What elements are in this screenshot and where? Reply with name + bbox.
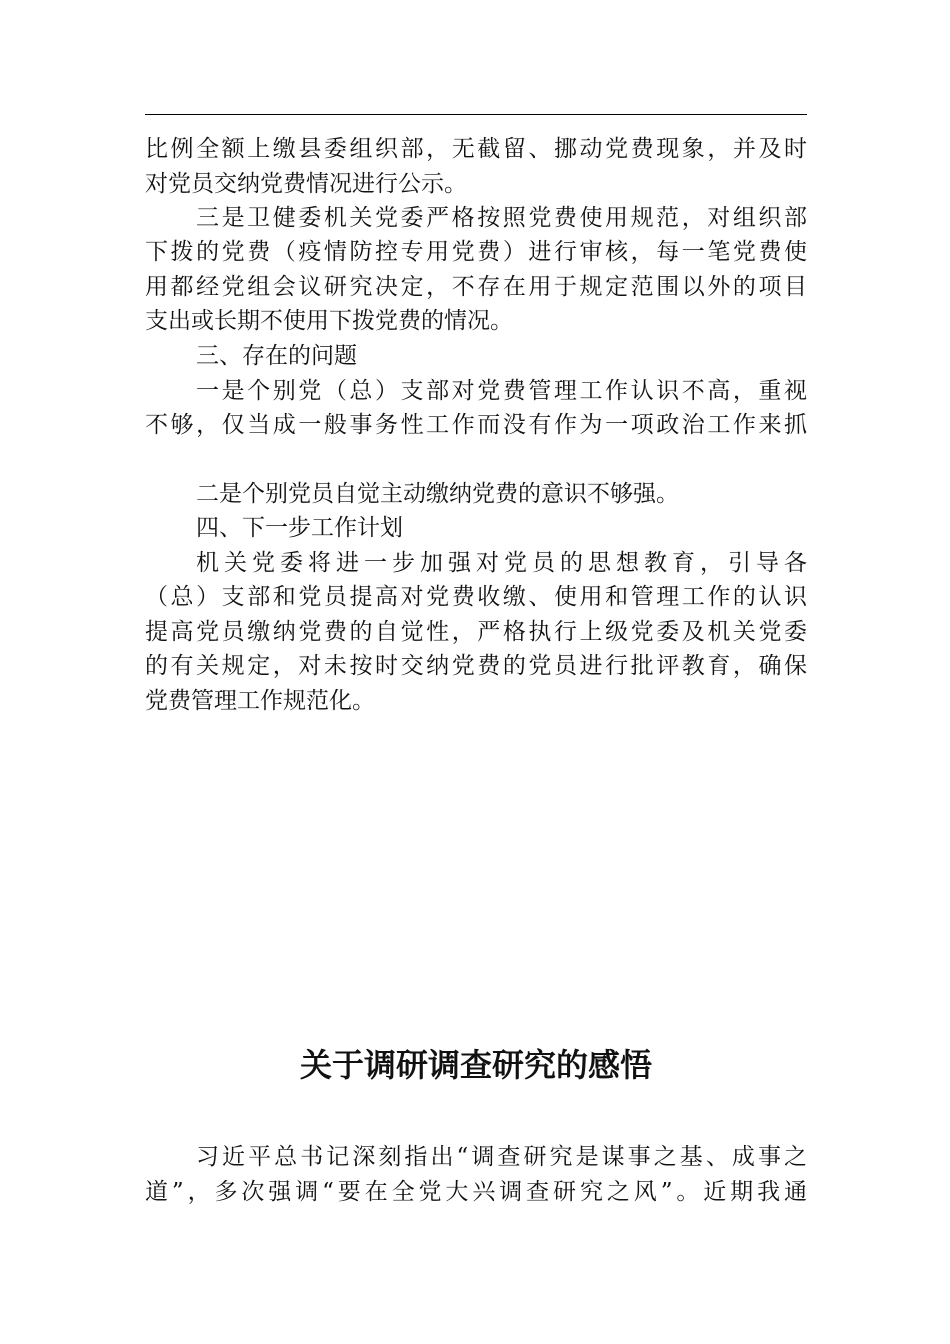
body-line: 一是个别党（总）支部对党费管理工作认识不高，重视 xyxy=(196,378,807,404)
body-line: 道”，多次强调“要在全党大兴调查研究之风”。近期我通 xyxy=(145,1179,807,1205)
section-heading: 四、下一步工作计划 xyxy=(196,515,403,541)
body-line: 的有关规定，对未按时交纳党费的党员进行批评教育，确保 xyxy=(145,653,807,679)
body-line: 三是卫健委机关党委严格按照党费使用规范，对组织部 xyxy=(196,205,807,231)
body-line: 二是个别党员自觉主动缴纳党费的意识不够强。 xyxy=(196,481,679,507)
body-line: 对党员交纳党费情况进行公示。 xyxy=(145,171,467,197)
section-heading: 三、存在的问题 xyxy=(196,343,357,369)
body-line: 习近平总书记深刻指出“调查研究是谋事之基、成事之 xyxy=(196,1144,807,1170)
body-line: 不够，仅当成一般事务性工作而没有作为一项政治工作来抓 xyxy=(145,412,807,438)
body-line: 用都经党组会议研究决定，不存在用于规定范围以外的项目 xyxy=(145,274,807,300)
body-line: 下拨的党费（疫情防控专用党费）进行审核，每一笔党费使 xyxy=(145,239,807,265)
body-line: 党费管理工作规范化。 xyxy=(145,688,375,714)
body-line: 提高党员缴纳党费的自觉性，严格执行上级党委及机关党委 xyxy=(145,619,807,645)
body-line: 机关党委将进一步加强对党员的思想教育，引导各 xyxy=(196,550,807,576)
body-line: 比例全额上缴县委组织部，无截留、挪动党费现象，并及时 xyxy=(145,136,807,162)
body-line: （总）支部和党员提高对党费收缴、使用和管理工作的认识 xyxy=(145,584,807,610)
body-line: 支出或长期不使用下拨党费的情况。 xyxy=(145,308,513,334)
header-rule xyxy=(145,114,807,115)
article-title: 关于调研调查研究的感悟 xyxy=(299,1046,652,1084)
